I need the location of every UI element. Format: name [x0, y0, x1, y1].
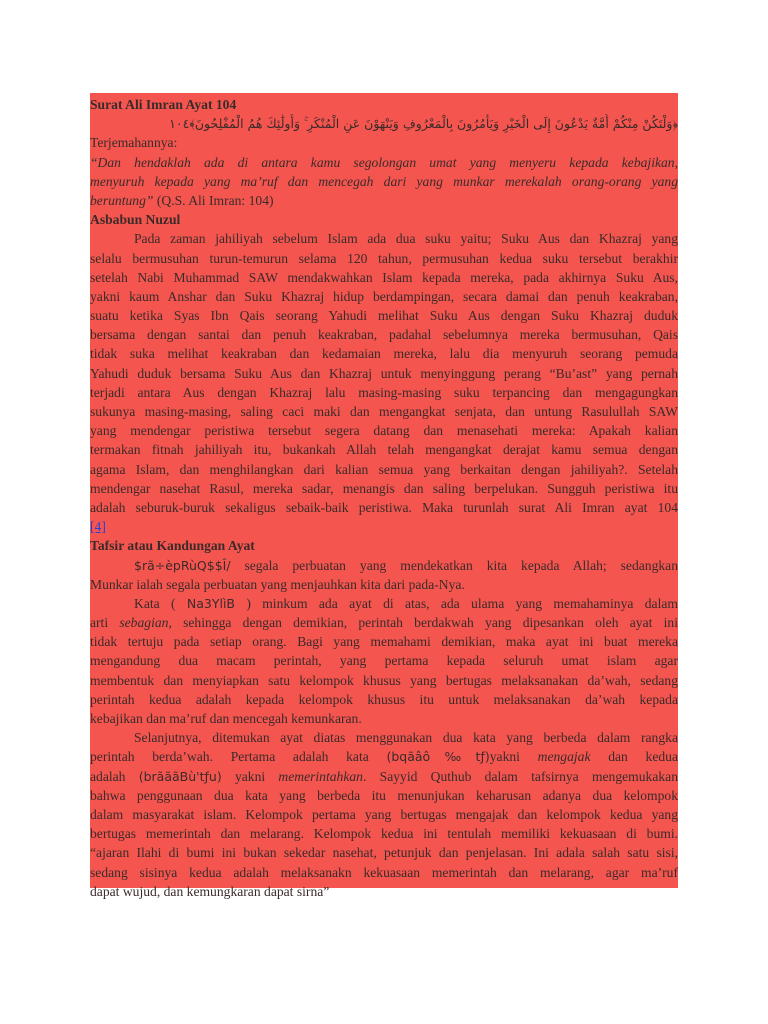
document-page: [90, 93, 678, 899]
tafsir-text: dan kedua: [590, 749, 678, 765]
asbabun-line: suatu ketika Syas Ibn Qais seorang Yahudi melihat Suku Aus dengan Suku Khazraj duduk: [90, 308, 678, 324]
footnote-link[interactable]: [4]: [90, 519, 106, 535]
garbled-arabic-text: Na3YlìB: [186, 595, 235, 611]
asbabun-line: yang mendengar peristiwa tersebut segera datang dan menasehati mereka: Apakah kalian: [90, 423, 678, 439]
footnote-line: [90, 517, 678, 536]
asbabun-line: setelah Nabi Muhammad SAW mendakwahkan Islam kepada mereka, pada akhirnya Suku Aus,: [90, 269, 678, 285]
tafsir-line: kebajikan dan ma’ruf dan mencegah kemunkaran.: [90, 711, 362, 726]
tafsir-text: , sehingga dengan demikian, perintah berdakwah yang dipesankan oleh ayat ini: [168, 615, 678, 631]
tafsir-text: yakni: [221, 768, 279, 784]
asbabun-line: agama Islam, dan menghilangkan dari kalian semua yang berkaitan dengan jahiliyah?. Setelah: [90, 461, 678, 477]
asbabun-line: selalu bermusuhan turun-temurun selama 120 tahun, permusuhan kedua suku tersebut berakhir: [90, 250, 678, 266]
asbabun-heading: Asbabun Nuzul: [90, 212, 181, 228]
tafsir-line: [90, 594, 678, 613]
terjemah-reference: (Q.S. Ali Imran: 104): [153, 192, 274, 208]
tafsir-text: . Sayyid Quthub dalam tafsirnya mengemukakan: [362, 768, 678, 784]
tafsir-line: bahwa penggunaan dua kata yang berbeda itu menunjukan keharusan adanya dua kelompok: [90, 787, 678, 803]
tafsir-line: [90, 747, 678, 766]
tafsir-text: ) minkum ada ayat di atas, ada ulama yang memahaminya dalam: [246, 595, 678, 611]
asbabun-line: terjadi antara Aus dengan Khazraj lalu masing-masing suku terpancing dan mengagungkan: [90, 384, 678, 400]
tafsir-line: perintah kedua adalah kepada kelompok khusus itu untuk melaksanakan da’wah kepada: [90, 691, 678, 707]
tafsir-text: yakni: [489, 749, 538, 765]
asbabun-line: mendengar nasehat Rasul, mereka sadar, menangis dan saling berpelukan. Sungguh peristiwa itu: [90, 480, 678, 496]
document-content: [90, 95, 678, 901]
tafsir-text: segala perbuatan yang mendekatkan kita kepada Allah; sedangkan: [230, 557, 678, 573]
tafsir-text: adalah: [90, 768, 139, 784]
terjemah-line: “Dan hendaklah ada di antara kamu segolongan umat yang menyeru kepada kebajikan,: [90, 154, 678, 170]
page-title: Surat Ali Imran Ayat 104: [90, 97, 237, 112]
tafsir-line: membentuk dan menyiapkan satu kelompok khusus yang bertugas melaksanakan da’wah, sedang: [90, 672, 678, 688]
asbabun-line: yakni kaum Anshar dan Suku Khazraj hidup berdampingan, secara damai dan penuh keakraban,: [90, 288, 678, 304]
asbabun-line: termakan fitnah jahiliyah itu, bukankah Allah telah mengangkat derajat kamu semua dengan: [90, 442, 678, 458]
terjemah-text: beruntung”: [90, 192, 154, 208]
tafsir-line: dapat wujud, dan kemungkaran dapat sirna”: [90, 883, 330, 899]
asbabun-line: Yahudi duduk bersama Suku Aus dan Khazraj untuk menyinggung perang “Bu’ast” yang pernah: [90, 365, 678, 381]
tafsir-text: perintah berda’wah. Pertama adalah kata: [90, 749, 369, 765]
terjemah-line-last: [90, 191, 678, 210]
garbled-arabic-text: (bqãâô‰tƒ): [386, 749, 490, 765]
asbabun-line: adalah seburuk-buruk sekaligus sebaik-baik peristiwa. Maka turunlah surat Ali Imran ayat 104: [90, 499, 678, 515]
tafsir-heading: Tafsir atau Kandungan Ayat: [90, 538, 255, 554]
tafsir-line: dalam masyarakat islam. Kelompok pertama yang bertugas mengajak dan kelompok kedua yang: [90, 806, 678, 822]
asbabun-line: Pada zaman jahiliyah sebelum Islam ada dua suku yaitu; Suku Aus dan Khazraj yang: [134, 231, 678, 247]
tafsir-italic-term: sebagian: [119, 615, 169, 631]
tafsir-line: mengandung dua macam perintah, yang pertama kepada seluruh umat islam agar: [90, 653, 678, 669]
tafsir-line: bertugas memerintah dan melarang. Kelompok kedua ini tentulah memiliki kekuasaan di bumi.: [90, 826, 678, 842]
asbabun-line: bersama dengan santai dan penuh keakraban, padahal sebelumnya mereka bermusuhan, Qais: [90, 327, 678, 343]
tafsir-line: “ajaran Ilahi di bumi ini bukan sekedar nasehat, petunjuk dan penjelasan. Ini adala salah satu sisi,: [90, 845, 678, 861]
tafsir-line: [90, 767, 678, 786]
tafsir-line: [90, 613, 678, 632]
arabic-verse: ﴿وَلْتَكُنْ مِنْكُمْ أُمَّةٌ يَدْعُونَ إِلَى الْخَيْرِ وَيَأْمُرُونَ بِالْمَعْرُوفِ وَيَنْهَوْنَ عَنِ الْمُنْكَرِ ۚ وَأُولَٰئِكَ هُمُ الْمُفْلِحُونَ﴾١٠٤: [169, 116, 678, 132]
terjemah-line: menyuruh kepada yang ma’ruf dan mencegah dari yang munkar merekalah orang-orang yang: [90, 173, 678, 189]
tafsir-text: Kata (: [134, 595, 176, 611]
tafsir-line: sedang sisinya kedua adalah melaksanakn kekuasaan memerintah dan melarang, agar ma’ruf: [90, 864, 678, 880]
tafsir-italic-term: mengajak: [537, 749, 591, 765]
garbled-arabic-text: $rã÷èpRùQ$$Î/: [134, 557, 231, 573]
asbabun-line: sukunya masing-masing, saling caci maki dan mengangkat senjata, dan untung Rasulullah SAW: [90, 404, 678, 419]
asbabun-line: tidak suka melihat keakraban dan kedamaian mereka, lalu dia menyuruh seorang pemuda: [90, 346, 678, 362]
tafsir-line: Munkar ialah segala perbuatan yang menjauhkan kita dari pada-Nya.: [90, 576, 465, 592]
tafsir-line: Selanjutnya, ditemukan ayat diatas menggunakan dua kata yang berbeda dalam rangka: [134, 730, 678, 746]
tafsir-text: arti: [90, 615, 120, 631]
garbled-arabic-text: (brãããBù'tƒu): [138, 768, 222, 784]
tafsir-italic-term: memerintahkan: [278, 768, 363, 784]
tafsir-line: [90, 556, 678, 575]
tafsir-line: tidak tertuju pada setiap orang. Bagi yang memahami demikian, maka ayat ini buat mereka: [90, 634, 678, 650]
terjemah-label: Terjemahannya:: [90, 135, 178, 151]
